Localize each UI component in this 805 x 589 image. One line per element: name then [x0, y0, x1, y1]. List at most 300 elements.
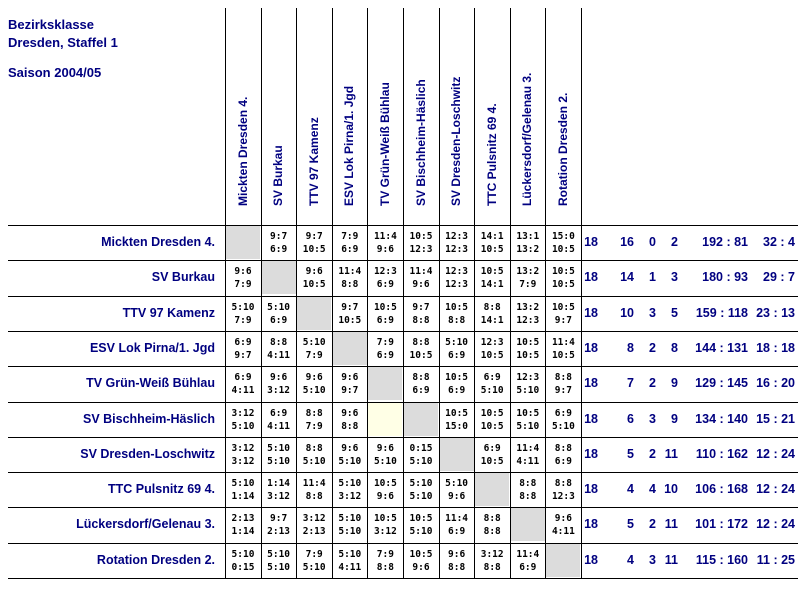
- away-result: 12:3: [516, 314, 540, 326]
- away-result: 5:10: [338, 455, 362, 467]
- home-result: 9:6: [554, 513, 572, 525]
- grid-vline: [581, 8, 582, 578]
- away-result: 3:12: [267, 385, 291, 397]
- away-result: 13:2: [516, 244, 540, 255]
- away-result: 5:10: [302, 561, 326, 573]
- column-header-label: TV Grün-Weiß Bühlau: [377, 82, 392, 206]
- result-cell: [546, 226, 580, 259]
- home-result: 6:9: [234, 372, 252, 384]
- grid-hline: [8, 507, 798, 508]
- result-cell: [262, 544, 296, 577]
- result-cell: [368, 226, 402, 259]
- result-cell: [368, 438, 402, 471]
- result-cell: [297, 438, 331, 471]
- home-result: 11:4: [338, 266, 362, 278]
- away-result: 7:9: [234, 279, 252, 291]
- result-cell: [475, 261, 509, 294]
- away-result: 5:10: [267, 561, 291, 573]
- result-cell: [440, 261, 474, 294]
- result-cell: [404, 332, 438, 365]
- home-result: 9:6: [270, 372, 288, 384]
- home-result: 5:10: [267, 301, 291, 313]
- home-result: 6:9: [483, 442, 501, 454]
- away-result: 9:6: [448, 491, 466, 503]
- standings-won: 5: [627, 517, 634, 532]
- result-cell: [475, 226, 509, 259]
- result-cell: [333, 403, 367, 436]
- home-result: 13:2: [516, 301, 540, 313]
- grid-hline: [8, 225, 798, 226]
- diagonal-cell: [226, 226, 260, 259]
- result-cell: [333, 544, 367, 577]
- away-result: 10:5: [480, 420, 504, 432]
- diagonal-cell: [440, 438, 474, 471]
- away-result: 8:8: [341, 420, 359, 432]
- result-cell: [368, 297, 402, 330]
- result-cell: [404, 261, 438, 294]
- diagonal-cell: [511, 508, 545, 541]
- result-cell: [546, 403, 580, 436]
- away-result: 8:8: [519, 491, 537, 503]
- league-group: Dresden, Staffel 1: [8, 35, 118, 50]
- home-result: 12:3: [373, 266, 397, 278]
- result-cell: [440, 508, 474, 541]
- away-result: 4:11: [267, 349, 291, 361]
- result-cell: [404, 438, 438, 471]
- home-result: 6:9: [234, 336, 252, 348]
- away-result: 10:5: [480, 349, 504, 361]
- home-result: 10:5: [373, 513, 397, 525]
- away-result: 6:9: [448, 349, 466, 361]
- result-cell: [440, 332, 474, 365]
- home-result: 10:5: [516, 407, 540, 419]
- away-result: 9:7: [554, 385, 572, 397]
- home-result: 5:10: [231, 548, 255, 560]
- result-cell: [404, 508, 438, 541]
- column-header: [545, 10, 580, 220]
- away-result: 5:10: [516, 420, 540, 432]
- result-cell: [262, 367, 296, 400]
- home-result: 15:0: [551, 231, 575, 242]
- home-result: 14:1: [480, 231, 504, 242]
- home-result: 3:12: [231, 407, 255, 419]
- home-result: 10:5: [409, 513, 433, 525]
- away-result: 5:10: [373, 455, 397, 467]
- standings-points: 15 : 21: [756, 411, 795, 426]
- away-result: 5:10: [516, 385, 540, 397]
- standings-lost: 3: [671, 270, 678, 285]
- away-result: 9:7: [341, 385, 359, 397]
- home-result: 11:4: [516, 548, 540, 560]
- standings-lost: 9: [671, 376, 678, 391]
- home-result: 8:8: [270, 336, 288, 348]
- result-cell: [511, 226, 545, 259]
- standings-lost: 8: [671, 340, 678, 355]
- standings-lost: 10: [664, 482, 678, 497]
- row-team-name: TTV 97 Kamenz: [122, 305, 215, 320]
- home-result: 5:10: [231, 301, 255, 313]
- home-result: 8:8: [483, 513, 501, 525]
- away-result: 9:6: [376, 244, 394, 255]
- grid-hline: [8, 366, 798, 367]
- away-result: 5:10: [480, 385, 504, 397]
- standings-played: 18: [584, 482, 598, 497]
- season-label: Saison 2004/05: [8, 65, 102, 80]
- result-cell: [333, 438, 367, 471]
- result-cell: [440, 226, 474, 259]
- standings-lost: 11: [664, 552, 678, 567]
- row-team-name: TTC Pulsnitz 69 4.: [108, 482, 215, 497]
- result-cell: [440, 403, 474, 436]
- grid-hline: [8, 437, 798, 438]
- standings-points: 23 : 13: [756, 305, 795, 320]
- home-result: 9:6: [305, 266, 323, 278]
- standings-games: 110 : 162: [695, 446, 748, 461]
- result-cell: [333, 297, 367, 330]
- result-cell: [297, 367, 331, 400]
- away-result: 7:9: [305, 420, 323, 432]
- result-cell: [368, 261, 402, 294]
- standings-lost: 11: [664, 517, 678, 532]
- away-result: 5:10: [409, 455, 433, 467]
- grid-hline: [8, 331, 798, 332]
- away-result: 5:10: [409, 491, 433, 503]
- home-result: 6:9: [554, 407, 572, 419]
- standings-drawn: 4: [649, 482, 656, 497]
- away-result: 6:9: [519, 561, 537, 573]
- grid-vline: [225, 8, 226, 578]
- row-team-name: Rotation Dresden 2.: [96, 552, 215, 567]
- result-cell: [226, 508, 260, 541]
- home-result: 7:9: [376, 548, 394, 560]
- away-result: 15:0: [445, 420, 469, 432]
- home-result: 12:3: [445, 266, 469, 278]
- home-result: 10:5: [409, 548, 433, 560]
- home-result: 9:7: [270, 231, 288, 242]
- result-cell: [333, 261, 367, 294]
- result-cell: [262, 297, 296, 330]
- home-result: 8:8: [554, 442, 572, 454]
- result-cell: [546, 261, 580, 294]
- result-cell: [404, 367, 438, 400]
- column-header-label: TTC Pulsnitz 69 4.: [484, 103, 499, 206]
- standings-won: 16: [620, 235, 634, 249]
- away-result: 5:10: [338, 526, 362, 538]
- column-header-label: SV Dresden-Loschwitz: [449, 76, 464, 206]
- away-result: 6:9: [376, 314, 394, 326]
- away-result: 10:5: [516, 349, 540, 361]
- standings-played: 18: [584, 552, 598, 567]
- home-result: 8:8: [305, 442, 323, 454]
- result-cell: [368, 403, 402, 436]
- away-result: 10:5: [551, 244, 575, 255]
- result-cell: [297, 403, 331, 436]
- column-header: [439, 10, 474, 220]
- home-result: 10:5: [445, 372, 469, 384]
- result-cell: [546, 438, 580, 471]
- home-result: 5:10: [445, 478, 469, 490]
- away-result: 5:10: [231, 420, 255, 432]
- home-result: 5:10: [267, 442, 291, 454]
- column-header: [510, 10, 545, 220]
- column-header-label: TTV 97 Kamenz: [306, 117, 321, 206]
- standings-played: 18: [584, 270, 598, 285]
- standings-games: 129 : 145: [695, 376, 748, 391]
- away-result: 5:10: [551, 420, 575, 432]
- result-cell: [440, 367, 474, 400]
- result-cell: [475, 438, 509, 471]
- standings-games: 101 : 172: [695, 517, 748, 532]
- grid-hline: [8, 296, 798, 297]
- home-result: 10:5: [373, 478, 397, 490]
- home-result: 9:6: [234, 266, 252, 278]
- away-result: 4:11: [338, 561, 362, 573]
- result-cell: [368, 544, 402, 577]
- column-header: [225, 10, 260, 220]
- home-result: 10:5: [516, 336, 540, 348]
- away-result: 6:9: [448, 385, 466, 397]
- home-result: 9:6: [341, 442, 359, 454]
- result-cell: [333, 367, 367, 400]
- row-team-name: Mickten Dresden 4.: [101, 235, 215, 249]
- grid-hline: [8, 260, 798, 261]
- away-result: 5:10: [409, 526, 433, 538]
- home-result: 9:6: [305, 372, 323, 384]
- standings-played: 18: [584, 411, 598, 426]
- result-cell: [475, 508, 509, 541]
- result-cell: [511, 403, 545, 436]
- home-result: 3:12: [302, 513, 326, 525]
- result-cell: [333, 226, 367, 259]
- away-result: 6:9: [270, 244, 288, 255]
- home-result: 12:3: [516, 372, 540, 384]
- standings-drawn: 0: [649, 235, 656, 249]
- away-result: 12:3: [445, 244, 469, 255]
- home-result: 5:10: [445, 336, 469, 348]
- away-result: 6:9: [412, 385, 430, 397]
- standings-games: 144 : 131: [695, 340, 748, 355]
- result-cell: [475, 332, 509, 365]
- standings-drawn: 2: [649, 340, 656, 355]
- home-result: 8:8: [305, 407, 323, 419]
- standings-games: 106 : 168: [695, 482, 748, 497]
- standings-points: 16 : 20: [756, 376, 795, 391]
- column-header: [403, 10, 438, 220]
- result-cell: [511, 367, 545, 400]
- away-result: 6:9: [341, 244, 359, 255]
- standings-lost: 9: [671, 411, 678, 426]
- away-result: 10:5: [338, 314, 362, 326]
- result-cell: [546, 367, 580, 400]
- column-header-label: SV Bischheim-Häslich: [413, 79, 428, 206]
- standings-won: 14: [620, 270, 634, 285]
- away-result: 8:8: [341, 279, 359, 291]
- result-cell: [475, 544, 509, 577]
- column-header-label: Rotation Dresden 2.: [555, 92, 570, 206]
- home-result: 3:12: [231, 442, 255, 454]
- home-result: 9:6: [448, 548, 466, 560]
- standings-games: 134 : 140: [695, 411, 748, 426]
- result-cell: [226, 438, 260, 471]
- away-result: 4:11: [231, 385, 255, 397]
- away-result: 6:9: [448, 526, 466, 538]
- result-cell: [226, 403, 260, 436]
- league-name: Bezirksklasse: [8, 17, 95, 32]
- home-result: 11:4: [409, 266, 433, 278]
- away-result: 1:14: [231, 526, 255, 538]
- result-cell: [226, 473, 260, 506]
- standings-drawn: 3: [649, 305, 656, 320]
- away-result: 14:1: [480, 279, 504, 291]
- home-result: 12:3: [480, 336, 504, 348]
- result-cell: [262, 508, 296, 541]
- away-result: 8:8: [448, 314, 466, 326]
- standings-played: 18: [584, 305, 598, 320]
- result-cell: [333, 473, 367, 506]
- away-result: 7:9: [519, 279, 537, 291]
- away-result: 8:8: [305, 491, 323, 503]
- standings-lost: 2: [671, 235, 678, 249]
- result-cell: [368, 473, 402, 506]
- result-cell: [475, 367, 509, 400]
- away-result: 6:9: [376, 279, 394, 291]
- standings-drawn: 2: [649, 446, 656, 461]
- standings-points: 18 : 18: [756, 340, 795, 355]
- result-cell: [262, 403, 296, 436]
- home-result: 5:10: [409, 478, 433, 490]
- grid-vline: [296, 8, 297, 578]
- home-result: 10:5: [409, 231, 433, 242]
- standings-won: 7: [627, 376, 634, 391]
- result-cell: [262, 438, 296, 471]
- result-cell: [297, 261, 331, 294]
- home-result: 9:7: [341, 301, 359, 313]
- diagonal-cell: [333, 332, 367, 365]
- result-cell: [404, 297, 438, 330]
- standings-points: 12 : 24: [756, 446, 795, 461]
- result-cell: [262, 226, 296, 259]
- result-cell: [511, 544, 545, 577]
- standings-played: 18: [584, 517, 598, 532]
- away-result: 3:12: [231, 455, 255, 467]
- standings-won: 6: [627, 411, 634, 426]
- home-result: 10:5: [480, 266, 504, 278]
- result-cell: [226, 544, 260, 577]
- grid-hline: [8, 402, 798, 403]
- away-result: 10:5: [480, 244, 504, 255]
- row-team-name: ESV Lok Pirna/1. Jgd: [89, 340, 215, 355]
- standings-drawn: 2: [649, 517, 656, 532]
- result-cell: [226, 332, 260, 365]
- away-result: 2:13: [267, 526, 291, 538]
- column-header-label: Lückersdorf/Gelenau 3.: [520, 72, 535, 206]
- away-result: 0:15: [231, 561, 255, 573]
- standings-drawn: 3: [649, 411, 656, 426]
- home-result: 11:4: [373, 231, 397, 242]
- home-result: 9:7: [412, 301, 430, 313]
- grid-vline: [367, 8, 368, 578]
- grid-vline: [332, 8, 333, 578]
- standings-points: 12 : 24: [756, 482, 795, 497]
- row-team-name: SV Burkau: [151, 270, 215, 285]
- away-result: 5:10: [267, 455, 291, 467]
- result-cell: [297, 226, 331, 259]
- standings-won: 4: [627, 552, 634, 567]
- away-result: 3:12: [373, 526, 397, 538]
- grid-hline: [8, 543, 798, 544]
- home-result: 5:10: [338, 513, 362, 525]
- diagonal-cell: [297, 297, 331, 330]
- home-result: 0:15: [409, 442, 433, 454]
- column-header: [474, 10, 509, 220]
- column-header-label: ESV Lok Pirna/1. Jgd: [342, 85, 357, 206]
- standings-played: 18: [584, 446, 598, 461]
- home-result: 8:8: [519, 478, 537, 490]
- result-cell: [368, 508, 402, 541]
- row-team-name: SV Dresden-Loschwitz: [80, 446, 215, 461]
- result-cell: [333, 508, 367, 541]
- away-result: 10:5: [551, 349, 575, 361]
- standings-games: 115 : 160: [695, 552, 748, 567]
- home-result: 2:13: [231, 513, 255, 525]
- standings-points: 12 : 24: [756, 517, 795, 532]
- result-cell: [404, 226, 438, 259]
- home-result: 7:9: [305, 548, 323, 560]
- result-cell: [511, 473, 545, 506]
- grid-vline: [510, 8, 511, 578]
- result-cell: [440, 297, 474, 330]
- away-result: 10:5: [480, 455, 504, 467]
- away-result: 3:12: [338, 491, 362, 503]
- away-result: 7:9: [305, 349, 323, 361]
- standings-lost: 11: [664, 446, 678, 461]
- grid-vline: [261, 8, 262, 578]
- column-header-label: Mickten Dresden 4.: [235, 96, 250, 206]
- away-result: 6:9: [270, 314, 288, 326]
- home-result: 9:6: [341, 407, 359, 419]
- standings-won: 8: [627, 340, 634, 355]
- home-result: 7:9: [376, 336, 394, 348]
- away-result: 14:1: [480, 314, 504, 326]
- grid-vline: [439, 8, 440, 578]
- away-result: 8:8: [376, 561, 394, 573]
- home-result: 8:8: [554, 372, 572, 384]
- away-result: 7:9: [234, 314, 252, 326]
- result-cell: [511, 297, 545, 330]
- away-result: 10:5: [302, 279, 326, 291]
- result-cell: [297, 473, 331, 506]
- standings-won: 4: [627, 482, 634, 497]
- home-result: 11:4: [302, 478, 326, 490]
- standings-points: 11 : 25: [756, 552, 795, 567]
- result-cell: [297, 508, 331, 541]
- away-result: 9:6: [376, 491, 394, 503]
- column-header-label: SV Burkau: [271, 145, 286, 206]
- standings-games: 159 : 118: [695, 305, 748, 320]
- grid-vline: [545, 8, 546, 578]
- home-result: 9:6: [341, 372, 359, 384]
- away-result: 2:13: [302, 526, 326, 538]
- home-result: 10:5: [551, 301, 575, 313]
- away-result: 9:7: [234, 349, 252, 361]
- home-result: 5:10: [302, 336, 326, 348]
- home-result: 9:7: [270, 513, 288, 525]
- standings-won: 5: [627, 446, 634, 461]
- away-result: 12:3: [551, 491, 575, 503]
- away-result: 5:10: [302, 385, 326, 397]
- result-cell: [475, 297, 509, 330]
- home-result: 1:14: [267, 478, 291, 490]
